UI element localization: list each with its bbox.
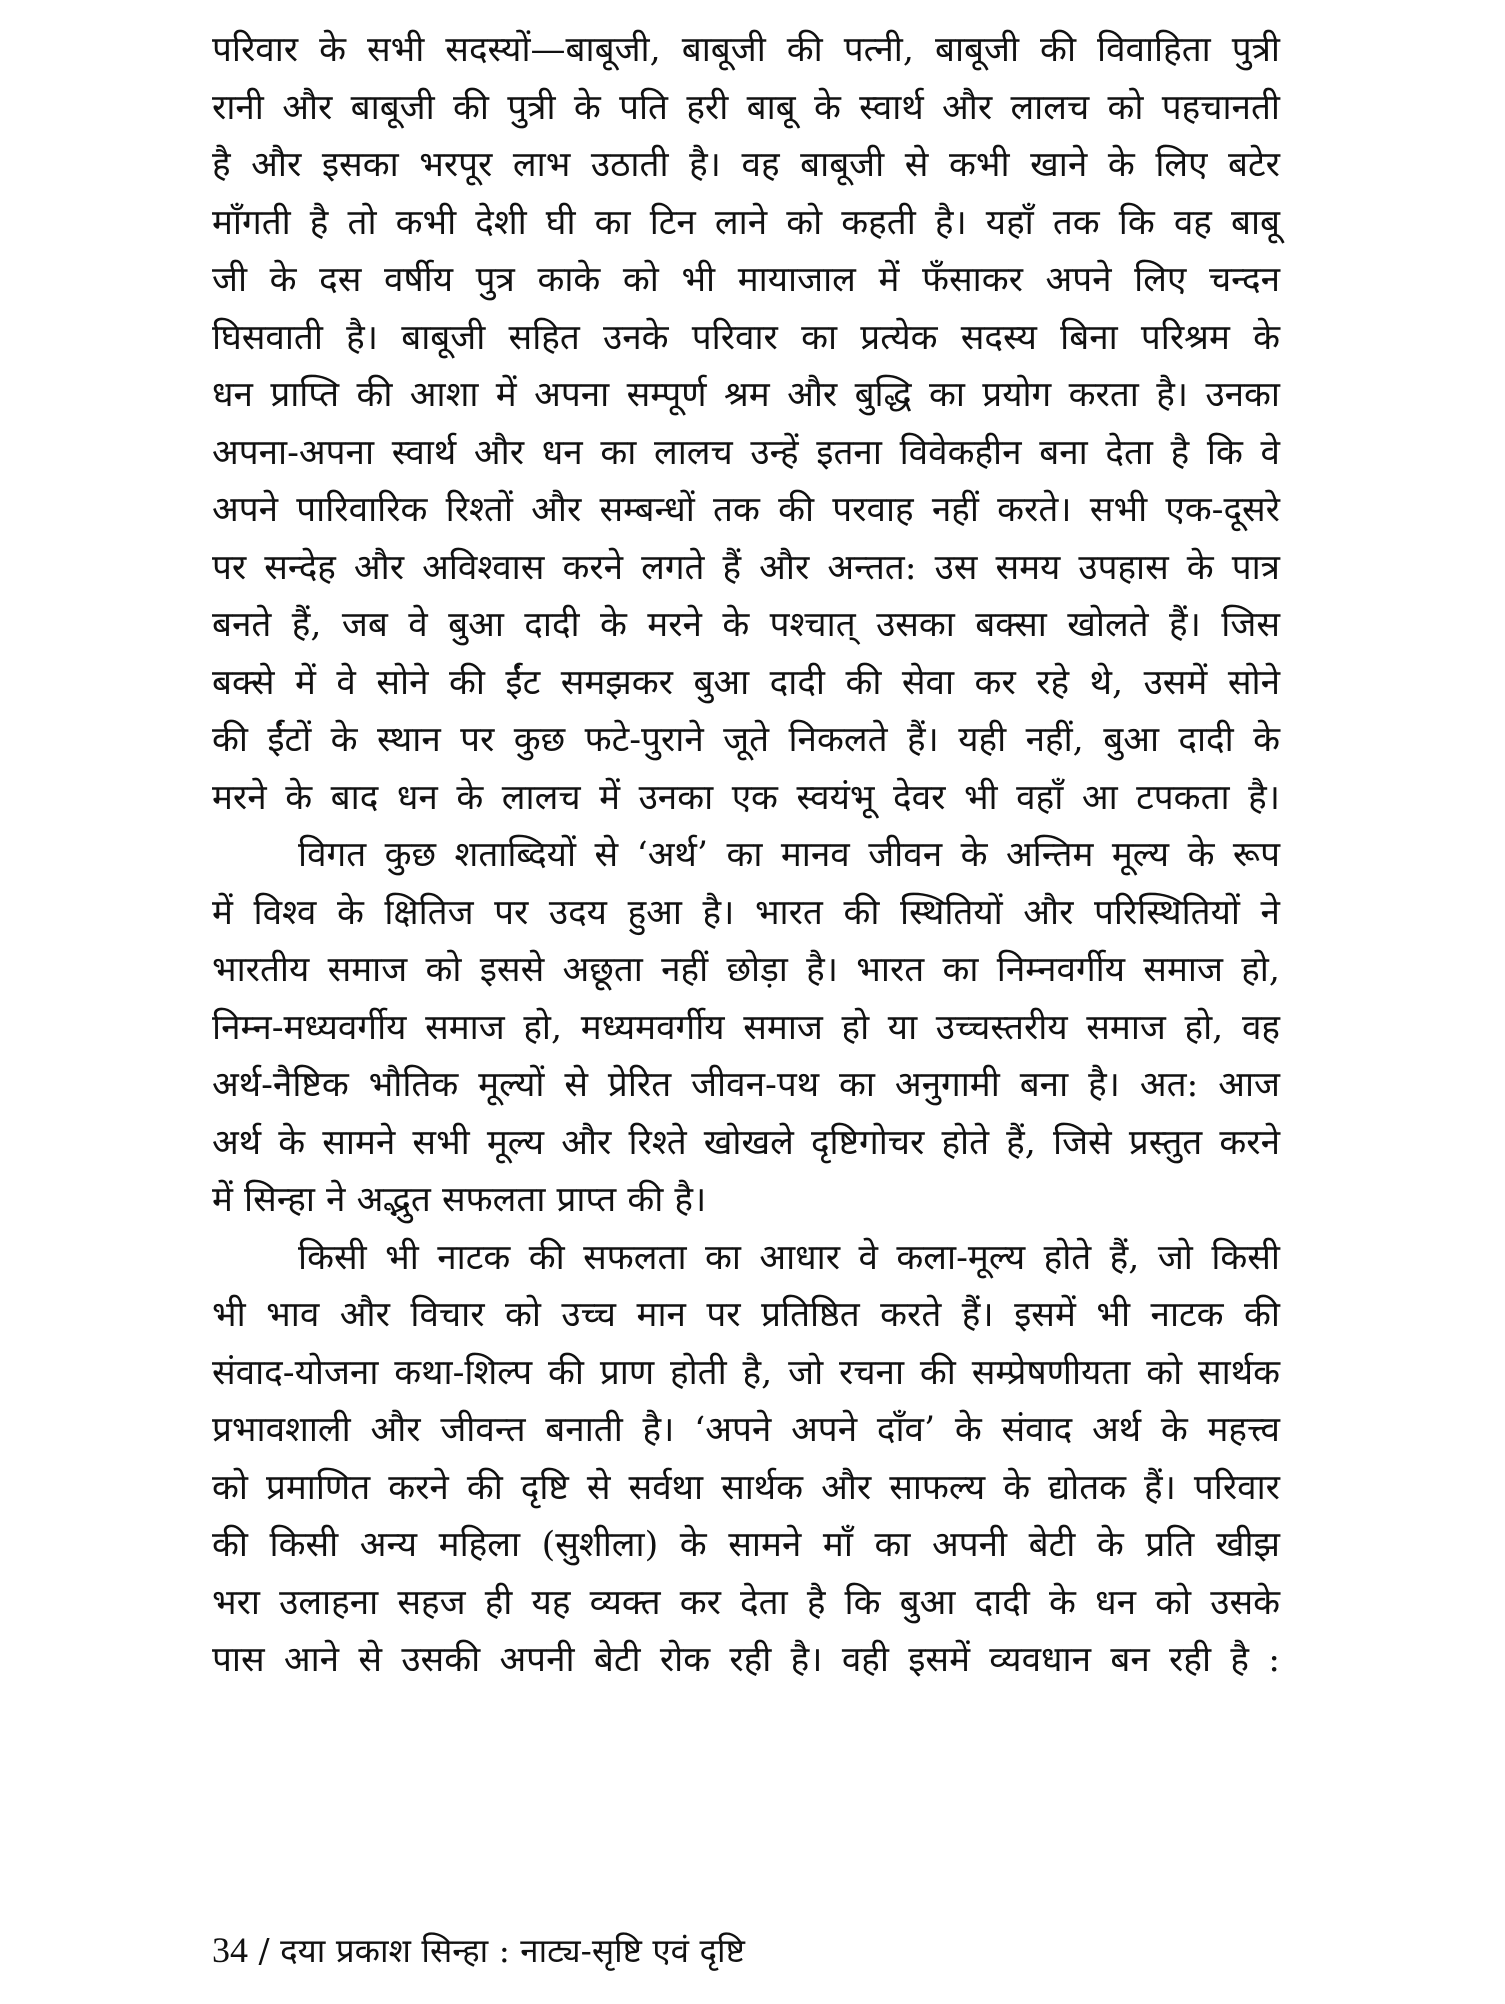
text-line: है और इसका भरपूर लाभ उठाती है। वह बाबूजी से कभी खाने के लिए बटेर — [212, 145, 1280, 185]
text-line: को प्रमाणित करने की दृष्टि से सर्वथा सार्थक और साफल्य के द्योतक हैं। परिवार — [212, 1467, 1280, 1508]
text-line: परिवार के सभी सदस्यों—बाबूजी, बाबूजी की पत्नी, बाबूजी की विवाहिता पुत्री — [212, 30, 1280, 70]
text-line: मरने के बाद धन के लालच में उनका एक स्वयंभू देवर भी वहाँ आ टपकता है। — [212, 777, 1280, 818]
page-body — [212, 22, 1280, 1690]
text-line: भारतीय समाज को इससे अछूता नहीं छोड़ा है। भारत का निम्नवर्गीय समाज हो, — [212, 950, 1280, 990]
text-line: अपने पारिवारिक रिश्तों और सम्बन्धों तक की परवाह नहीं करते। सभी एक-दूसरे — [212, 490, 1280, 530]
text-line: धन प्राप्ति की आशा में अपना सम्पूर्ण श्रम और बुद्धि का प्रयोग करता है। उनका — [212, 375, 1280, 415]
text-line: अपना-अपना स्वार्थ और धन का लालच उन्हें इतना विवेकहीन बना देता है कि वे — [212, 432, 1280, 473]
text-line: माँगती है तो कभी देशी घी का टिन लाने को कहती है। यहाँ तक कि वह बाबू — [212, 202, 1280, 243]
text-line: की ईंटों के स्थान पर कुछ फटे-पुराने जूते निकलते हैं। यही नहीं, बुआ दादी के — [212, 720, 1280, 760]
text-line: बक्से में वे सोने की ईंट समझकर बुआ दादी की सेवा कर रहे थे, उसमें सोने — [212, 662, 1280, 703]
text-line: में विश्व के क्षितिज पर उदय हुआ है। भारत की स्थितियों और परिस्थितियों ने — [212, 892, 1280, 933]
paragraph-3 — [212, 1230, 1280, 1690]
text-line: जी के दस वर्षीय पुत्र काके को भी मायाजाल में फँसाकर अपने लिए चन्दन — [212, 260, 1280, 300]
text-line: अर्थ-नैष्टिक भौतिक मूल्यों से प्रेरित जीवन-पथ का अनुगामी बना है। अत: आज — [212, 1065, 1280, 1105]
text-line: में सिन्हा ने अद्भुत सफलता प्राप्त की है। — [212, 1180, 707, 1220]
page-footer — [212, 1930, 745, 1971]
text-line: अर्थ के सामने सभी मूल्य और रिश्ते खोखले दृष्टिगोचर होते हैं, जिसे प्रस्तुत करने — [212, 1122, 1280, 1163]
text-line: की किसी अन्य महिला (सुशीला) के सामने माँ का अपनी बेटी के प्रति खीझ — [212, 1525, 1280, 1565]
text-line: पर सन्देह और अविश्वास करने लगते हैं और अन्तत: उस समय उपहास के पात्र — [212, 547, 1280, 588]
text-line: प्रभावशाली और जीवन्त बनाती है। ‘अपने अपने दाँव’ के संवाद अर्थ के महत्त्व — [212, 1410, 1280, 1450]
footer-separator: / — [258, 1931, 270, 1970]
text-line: बनते हैं, जब वे बुआ दादी के मरने के पश्चात् उसका बक्सा खोलते हैं। जिस — [212, 605, 1280, 645]
text-line: घिसवाती है। बाबूजी सहित उनके परिवार का प्रत्येक सदस्य बिना परिश्रम के — [212, 317, 1280, 358]
running-title: दया प्रकाश सिन्हा : नाट्य-सृष्टि एवं दृष्टि — [280, 1931, 745, 1970]
text-line: रानी और बाबूजी की पुत्री के पति हरी बाबू के स्वार्थ और लालच को पहचानती — [212, 87, 1280, 128]
paragraph-1 — [212, 22, 1280, 827]
text-line: संवाद-योजना कथा-शिल्प की प्राण होती है, जो रचना की सम्प्रेषणीयता को सार्थक — [212, 1352, 1280, 1393]
paragraph-2 — [212, 827, 1280, 1230]
text-line: निम्न-मध्यवर्गीय समाज हो, मध्यमवर्गीय समाज हो या उच्चस्तरीय समाज हो, वह — [212, 1007, 1280, 1048]
text-line: भरा उलाहना सहज ही यह व्यक्त कर देता है कि बुआ दादी के धन को उसके — [212, 1582, 1280, 1623]
text-line: किसी भी नाटक की सफलता का आधार वे कला-मूल्य होते हैं, जो किसी — [298, 1237, 1280, 1278]
text-line: विगत कुछ शताब्दियों से ‘अर्थ’ का मानव जीवन के अन्तिम मूल्य के रूप — [298, 835, 1280, 875]
text-line: पास आने से उसकी अपनी बेटी रोक रही है। वही इसमें व्यवधान बन रही है : — [212, 1640, 1280, 1680]
page-number: 34 — [212, 1930, 248, 1970]
text-line: भी भाव और विचार को उच्च मान पर प्रतिष्ठित करते हैं। इसमें भी नाटक की — [212, 1295, 1280, 1335]
